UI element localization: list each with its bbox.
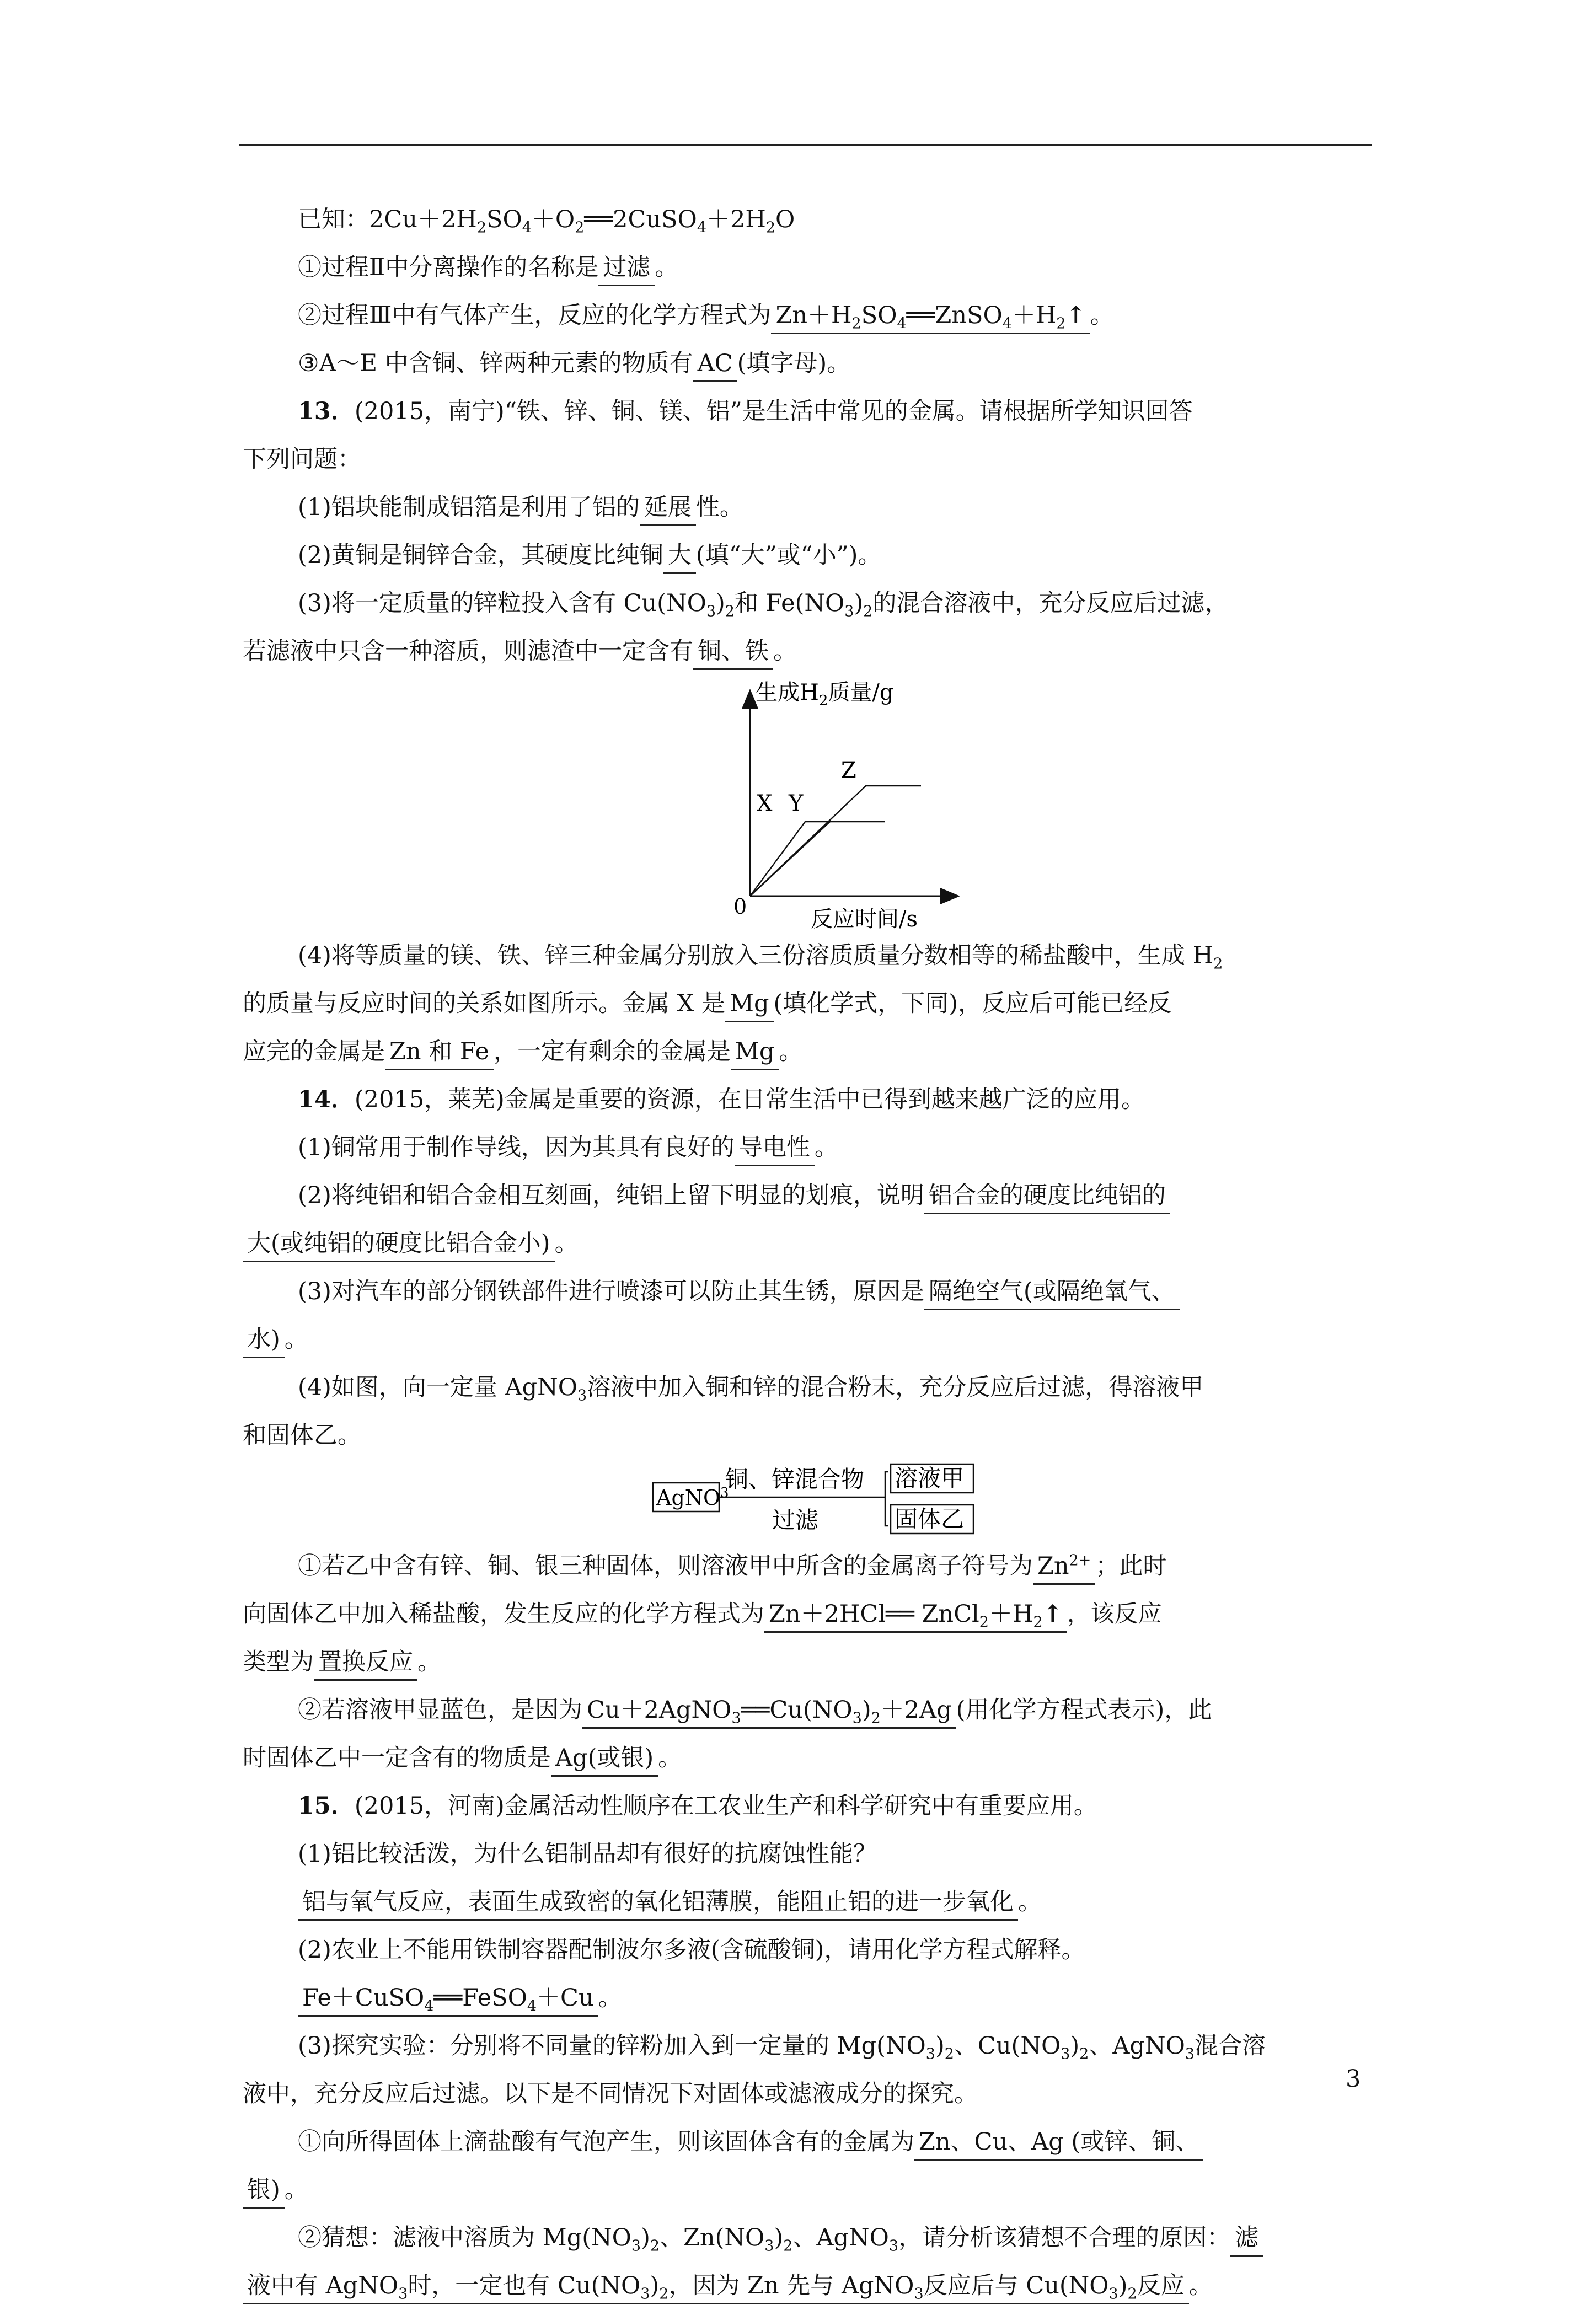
q13-part3-cont: 若滤液中只含一种溶质，则滤渣中一定含有 铜、铁 。	[243, 628, 1379, 676]
branch-bracket	[885, 1472, 888, 1526]
answer-blank: 银)	[243, 2173, 285, 2209]
process-flow-diagram	[243, 1460, 1379, 1542]
y-axis-label: 生成$H_2$质量/g	[756, 680, 894, 709]
series-z-line	[750, 786, 921, 896]
answer-blank: 置换反应	[314, 1645, 417, 1681]
q14-part1: (1)铜常用于制作导线，因为其具有良好的 导电性 。	[243, 1124, 1379, 1172]
q15-part1-answer: 铝与氧气反应，表面生成致密的氧化铝薄膜，能阻止铝的进一步氧化 。	[243, 1878, 1379, 1926]
q15-part3-sub2-cont: 液中有 AgNO$_3$时，一定也有 $Cu(NO_3)_2$，因为 Zn 先与 AgNO$_3$反应后与 $Cu(NO_3)_2$反应 。	[243, 2262, 1379, 2310]
answer-blank: $Cu+2AgNO_3══Cu(NO_3)_2+2Ag$	[582, 1693, 956, 1729]
answer-blank: Ag(或银)	[551, 1741, 658, 1777]
answer-blank: Fe＋CuSO$_4$══FeSO$_4$＋Cu	[298, 1981, 598, 2017]
q14-part3: (3)对汽车的部分钢铁部件进行喷漆可以防止其生锈，原因是 隔绝空气(或隔绝氧气、	[243, 1268, 1379, 1316]
page-number: 3	[1346, 2065, 1361, 2093]
page-content	[243, 196, 1379, 2310]
q15-part3: (3)探究实验：分别将不同量的锌粉加入到一定量的 $Mg(NO_3)_2$、$Cu(NO_3)_2$、AgNO$_3$混合溶	[298, 2032, 1266, 2063]
agno3-label: AgNO$^3$	[656, 1485, 729, 1510]
q13-part4-cont2: 应完的金属是 Zn 和 Fe ，一定有剩余的金属是 Mg 。	[243, 1028, 1379, 1076]
q15-stem: 15．(2015，河南)金属活动性顺序在工农业生产和科学研究中有重要应用。	[298, 1792, 1097, 1820]
q14-stem: 14．(2015，莱芜)金属是重要的资源，在日常生活中已得到越来越广泛的应用。	[298, 1086, 1145, 1113]
q15-part2: (2)农业上不能用铁制容器配制波尔多液(含硫酸铜)，请用化学方程式解释。	[298, 1936, 1085, 1964]
answer-blank: $Zn^{2+}$	[1033, 1549, 1095, 1585]
q14-part2: (2)将纯铝和铝合金相互刻画，纯铝上留下明显的划痕，说明 铝合金的硬度比纯铝的	[243, 1172, 1379, 1220]
answer-blank: Zn＋2HCl══ $ZnCl_2+H_2↑$	[764, 1597, 1067, 1633]
q13-stem-cont: 下列问题：	[243, 446, 361, 473]
header-rule	[239, 144, 1372, 146]
answer-blank: Mg	[731, 1035, 779, 1070]
answer-blank: AC	[693, 346, 737, 382]
solid-b-label: 固体乙	[895, 1505, 965, 1532]
answer-blank: 过滤	[598, 250, 655, 286]
q15-part3-sub1-cont: 银) 。	[243, 2166, 1379, 2214]
q15-part2-answer: Fe＋CuSO$_4$══FeSO$_4$＋Cu 。	[243, 1974, 1379, 2022]
answer-blank: 大(或纯铝的硬度比铝合金小)	[243, 1226, 555, 1262]
q13-part3: (3)将一定质量的锌粒投入含有 $Cu(NO_3)_2$和 $Fe(NO_3)_2$的混合溶液中，充分反应后过滤，	[298, 589, 1229, 620]
q14-part4-sub1: ①若乙中含有锌、铜、银三种固体，则溶液甲中所含的金属离子符号为 $Zn^{2+}$ ；此时	[243, 1542, 1379, 1590]
q12-sub1: ①过程Ⅱ中分离操作的名称是 过滤 。	[243, 244, 1379, 292]
q14-part4-sub2-cont: 时固体乙中一定含有的物质是 Ag(或银) 。	[243, 1734, 1379, 1782]
q14-part4-sub1-cont1: 向固体乙中加入稀盐酸，发生反应的化学方程式为 Zn＋2HCl══ $ZnCl_2+H_2↑$ ，该反应	[243, 1590, 1379, 1638]
answer-blank: 铝与氧气反应，表面生成致密的氧化铝薄膜，能阻止铝的进一步氧化	[298, 1885, 1018, 1921]
q15-part3-sub2: ②猜想：滤液中溶质为 $Mg(NO_3)_2$、$Zn(NO_3)_2$、AgNO$_3$，请分析该猜想不合理的原因： 滤	[243, 2214, 1379, 2262]
q13-part1: (1)铝块能制成铝箔是利用了铝的 延展 性。	[243, 484, 1379, 532]
solution-a-label: 溶液甲	[895, 1465, 965, 1492]
q13-part2: (2)黄铜是铜锌合金，其硬度比纯铜 大 (填“大”或“小”)。	[243, 532, 1379, 580]
answer-blank: 延展	[640, 490, 696, 526]
given-equation: 已知：$2Cu+2H_2SO_4+O_2══2CuSO_4+2H_2O$	[298, 206, 795, 237]
q15-part3-sub1: ①向所得固体上滴盐酸有气泡产生，则该固体含有的金属为 Zn、Cu、Ag (或锌、铜、	[243, 2118, 1379, 2166]
series-x-label: X	[757, 791, 773, 816]
x-axis-label: 反应时间/s	[811, 907, 918, 932]
series-y-label: Y	[789, 791, 804, 816]
answer-blank: 滤	[1230, 2221, 1263, 2257]
q14-part4: (4)如图，向一定量 AgNO$_3$溶液中加入铜和锌的混合粉末，充分反应后过滤，得溶液甲	[298, 1374, 1204, 1405]
answer-blank: 隔绝空气(或隔绝氧气、	[924, 1274, 1180, 1310]
q14-part4-sub2: ②若溶液甲显蓝色，是因为 $Cu+2AgNO_3══Cu(NO_3)_2+2Ag$ (用化学方程式表示)，此	[243, 1686, 1379, 1734]
filter-label: 过滤	[772, 1507, 819, 1534]
q14-part4-sub1-cont2: 类型为 置换反应 。	[243, 1638, 1379, 1686]
answer-blank: 导电性	[735, 1130, 815, 1166]
series-z-label: Z	[841, 758, 856, 783]
q12-sub2: ②过程Ⅲ中有气体产生，反应的化学方程式为 $Zn+H_2SO_4══ZnSO_4+H_2↑$ 。	[243, 292, 1379, 340]
answer-blank: 铝合金的硬度比纯铝的	[924, 1178, 1170, 1214]
q14-part4-cont: 和固体乙。	[243, 1422, 361, 1449]
answer-blank: 水)	[243, 1322, 285, 1358]
h2-mass-time-graph	[243, 676, 1379, 932]
answer-blank: 液中有 AgNO$_3$时，一定也有 $Cu(NO_3)_2$，因为 Zn 先与 AgNO$_3$反应后与 $Cu(NO_3)_2$反应	[243, 2269, 1189, 2304]
answer-blank: Mg	[725, 987, 774, 1022]
q13-part4: (4)将等质量的镁、铁、锌三种金属分别放入三份溶质质量分数相等的稀盐酸中，生成 $H_2$	[298, 942, 1223, 973]
q14-part2-cont: 大(或纯铝的硬度比铝合金小) 。	[243, 1220, 1379, 1268]
answer-blank: Zn、Cu、Ag (或锌、铜、	[914, 2125, 1203, 2161]
q12-sub3: ③A～E 中含铜、锌两种元素的物质有 AC (填字母)。	[243, 340, 1379, 388]
q13-part4-cont1: 的质量与反应时间的关系如图所示。金属 X 是 Mg (填化学式，下同)，反应后可能已经反	[243, 980, 1379, 1028]
answer-blank: 大	[663, 538, 696, 574]
answer-blank: $Zn+H_2SO_4══ZnSO_4+H_2↑$	[771, 298, 1090, 334]
q13-stem: 13．(2015，南宁)“铁、锌、铜、镁、铝”是生活中常见的金属。请根据所学知识回答	[298, 398, 1193, 425]
origin-label: 0	[733, 894, 747, 919]
q15-part3-cont: 液中，充分反应后过滤。以下是不同情况下对固体或滤液成分的探究。	[243, 2080, 978, 2108]
answer-blank: 铜、铁	[693, 634, 773, 670]
answer-blank: Zn 和 Fe	[385, 1035, 494, 1070]
q14-part3-cont: 水) 。	[243, 1316, 1379, 1364]
q15-part1: (1)铝比较活泼，为什么铝制品却有很好的抗腐蚀性能？	[298, 1840, 877, 1868]
mixture-label: 铜、锌混合物	[725, 1466, 865, 1493]
